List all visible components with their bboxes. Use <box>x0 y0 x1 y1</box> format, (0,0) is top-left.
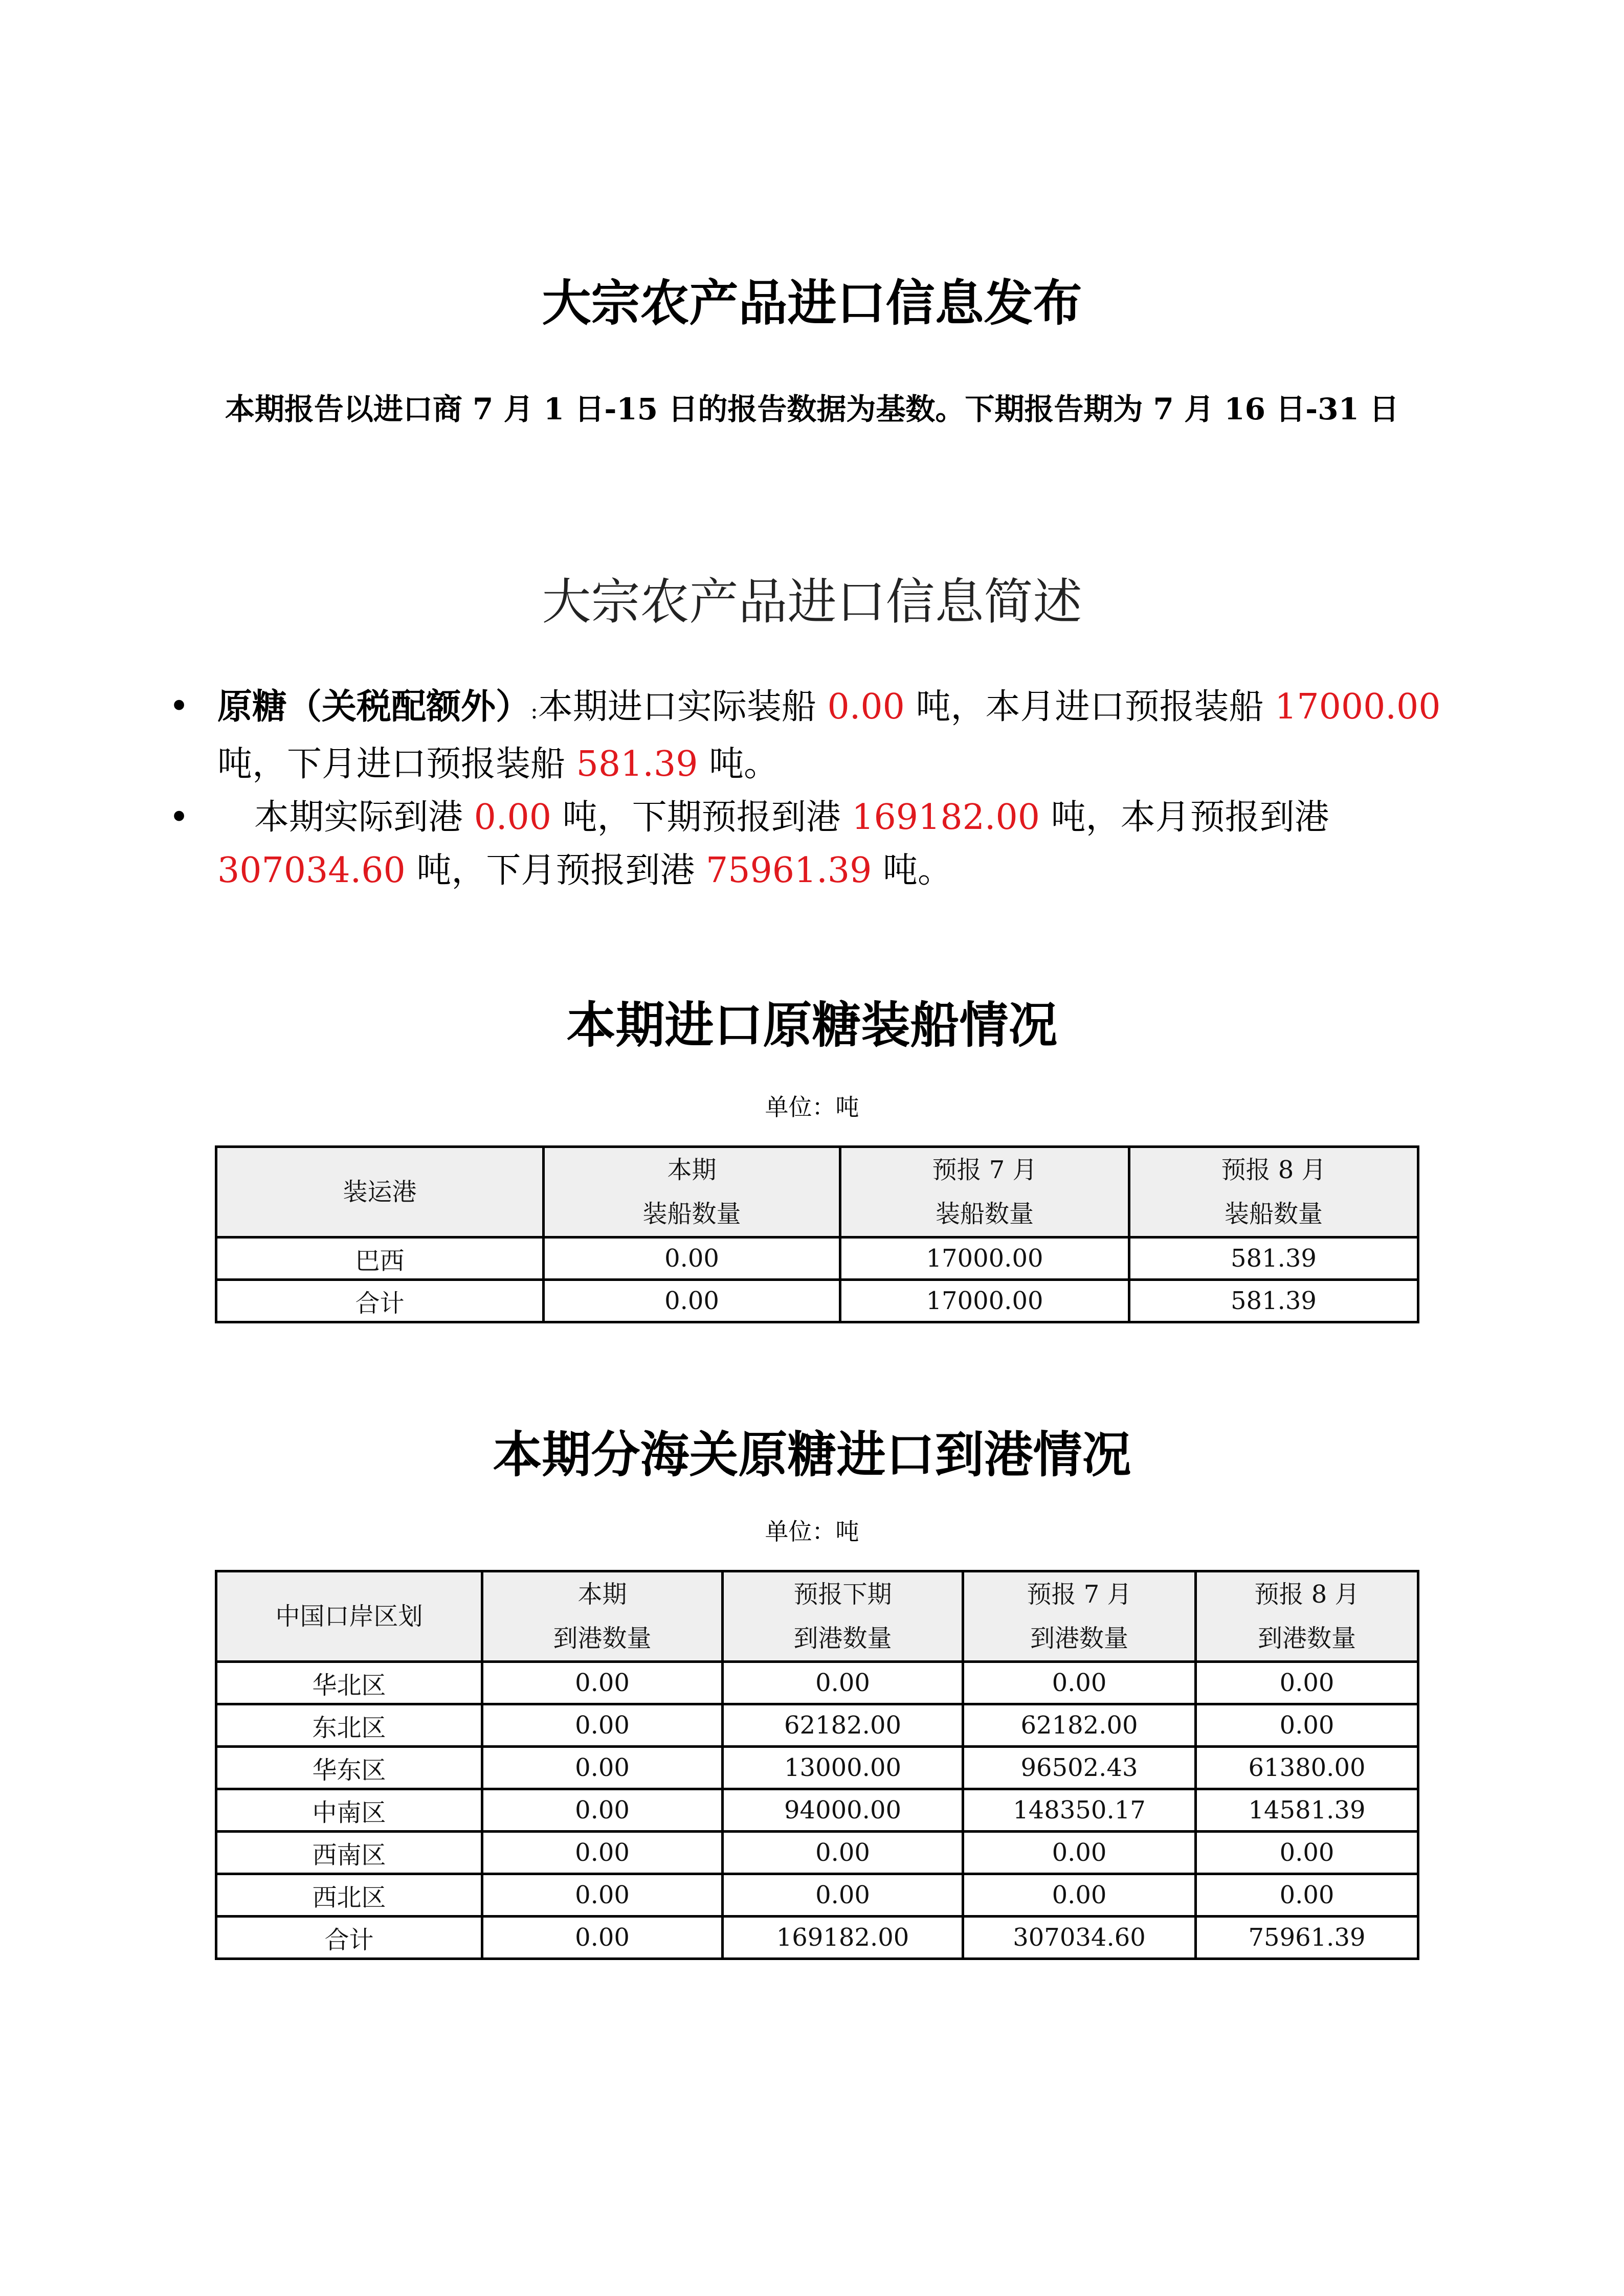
report-period-note: 本期报告以进口商 7 月 1 日-15 日的报告数据为基数。下期报告期为 7 月 16 日-31 日 <box>225 392 1399 426</box>
next-period-arrival-value: 169182.00 <box>852 797 1040 838</box>
column-header: 预报下期 到港数量 <box>723 1571 963 1662</box>
column-header: 本期 到港数量 <box>482 1571 723 1662</box>
table-row: 巴西 0.00 17000.00 581.39 <box>216 1237 1418 1280</box>
summary-bullet-shipping: • 原糖（关税配额外）:本期进口实际装船 0.00 吨，本月进口预报装船 17000.00 吨，下月进口预报装船 581.39 吨。 <box>164 680 1504 791</box>
month-arrival-value: 307034.60 <box>217 850 406 891</box>
summary-bullets <box>164 680 1504 897</box>
column-header: 本期 装船数量 <box>544 1147 840 1237</box>
arrival-section-title: 本期分海关原糖进口到港情况 <box>493 1426 1131 1483</box>
bullet-icon: • <box>168 797 190 838</box>
column-header: 预报 8 月 到港数量 <box>1196 1571 1418 1662</box>
summary-title: 大宗农产品进口信息简述 <box>542 573 1082 631</box>
table-row-total: 合计 0.00 17000.00 581.39 <box>216 1280 1418 1322</box>
table-row: 中南区 0.00 94000.00 148350.17 14581.39 <box>216 1789 1418 1832</box>
arrival-unit-label: 单位：吨 <box>765 1518 859 1545</box>
table-row: 华东区 0.00 13000.00 96502.43 61380.00 <box>216 1747 1418 1789</box>
column-header: 预报 7 月 装船数量 <box>840 1147 1129 1237</box>
table-row: 华北区 0.00 0.00 0.00 0.00 <box>216 1662 1418 1704</box>
arrival-table <box>215 1570 1419 1960</box>
actual-arrival-value: 0.00 <box>474 797 552 838</box>
next-month-forecast-shipment-value: 581.39 <box>576 744 698 784</box>
column-header: 中国口岸区划 <box>216 1571 482 1662</box>
table-row: 西北区 0.00 0.00 0.00 0.00 <box>216 1874 1418 1917</box>
table-row: 东北区 0.00 62182.00 62182.00 0.00 <box>216 1704 1418 1747</box>
table-row: 西南区 0.00 0.00 0.00 0.00 <box>216 1832 1418 1874</box>
shipping-table <box>215 1145 1419 1323</box>
summary-bullet-arrival: • 本期实际到港 0.00 吨，下期预报到港 169182.00 吨，本月预报到港 307034.60 吨，下月预报到港 75961.39 吨。 <box>164 791 1504 897</box>
table-row-total: 合计 0.00 169182.00 307034.60 75961.39 <box>216 1917 1418 1959</box>
column-header: 预报 7 月 到港数量 <box>963 1571 1196 1662</box>
table-header-row <box>216 1571 1418 1662</box>
month-forecast-shipment-value: 17000.00 <box>1275 687 1441 727</box>
commodity-label: 原糖（关税配额外） <box>217 686 531 727</box>
actual-shipment-value: 0.00 <box>827 687 905 727</box>
table-header-row <box>216 1147 1418 1237</box>
shipping-section-title: 本期进口原糖装船情况 <box>566 996 1058 1054</box>
page-title: 大宗农产品进口信息发布 <box>542 274 1082 332</box>
column-header: 装运港 <box>216 1147 544 1237</box>
column-header: 预报 8 月 装船数量 <box>1129 1147 1418 1237</box>
next-month-arrival-value: 75961.39 <box>705 850 872 891</box>
bullet-icon: • <box>168 686 190 727</box>
shipping-unit-label: 单位：吨 <box>765 1093 859 1121</box>
